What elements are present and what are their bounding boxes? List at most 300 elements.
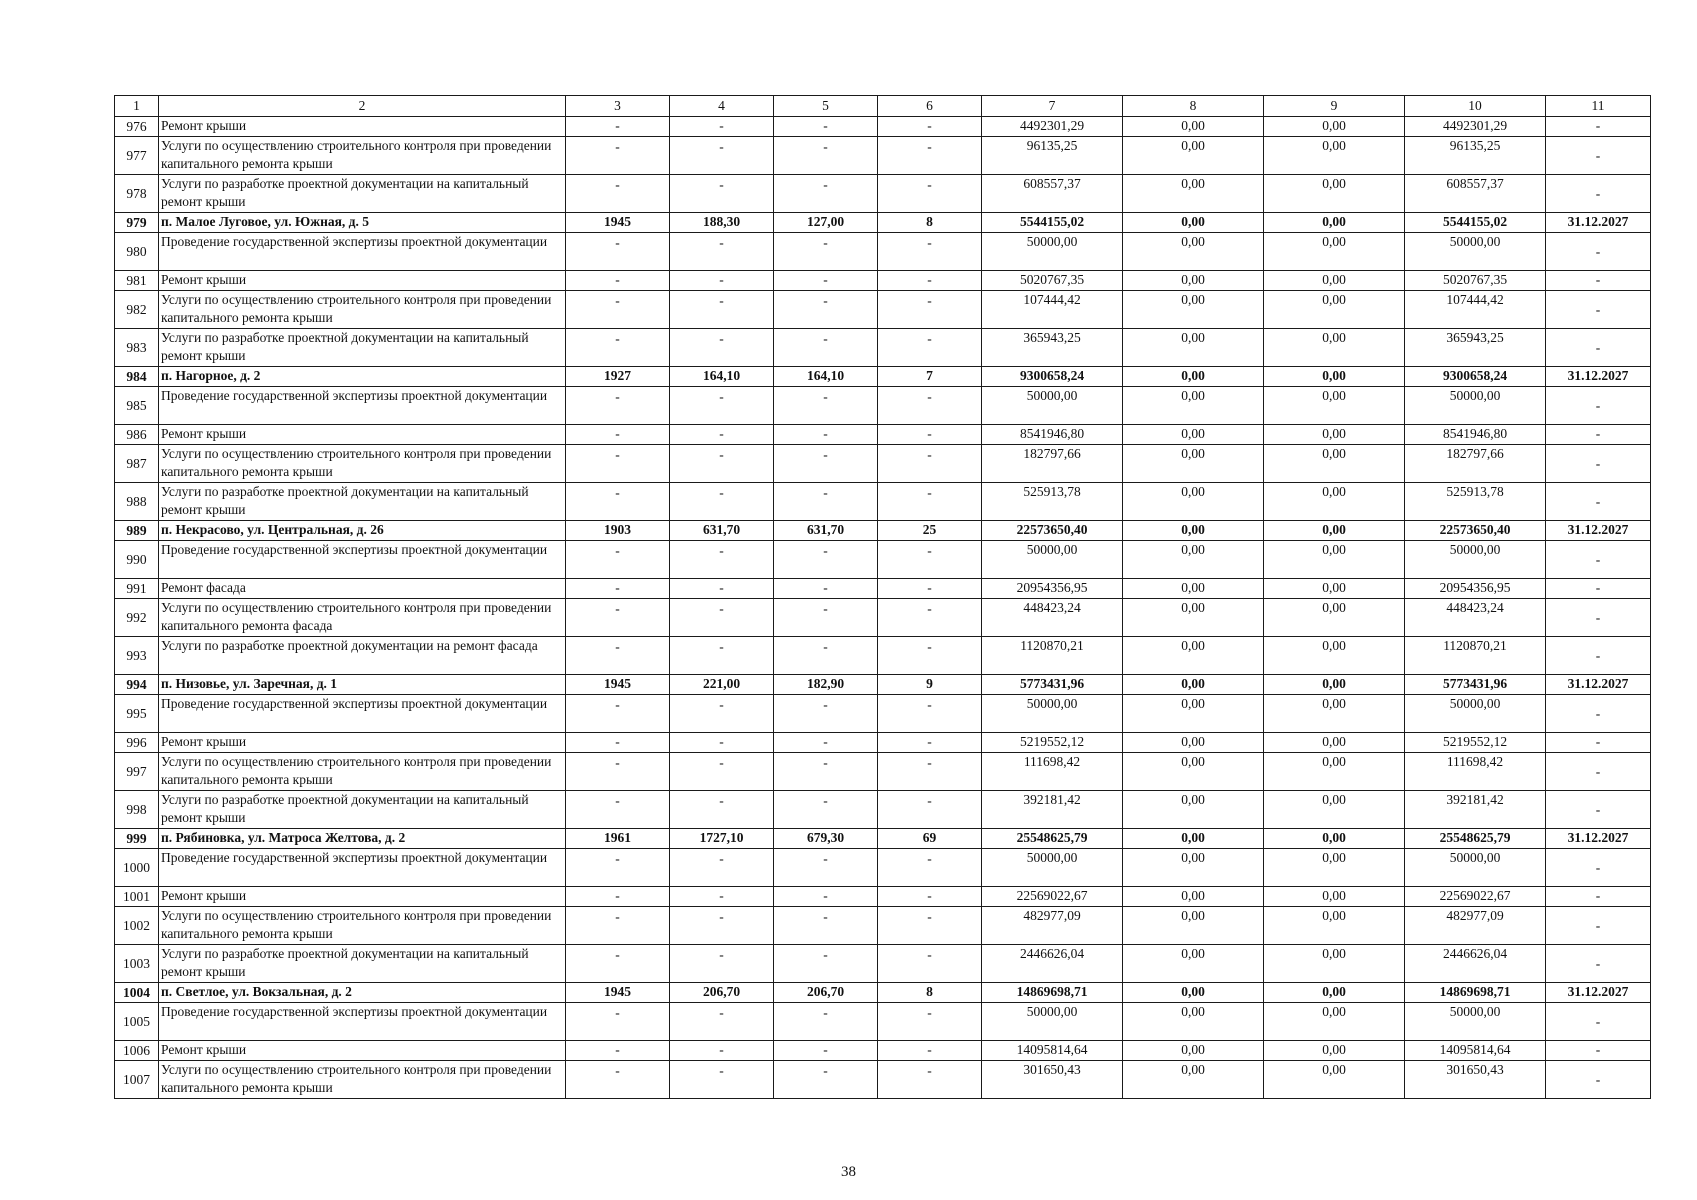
table-row (115, 1061, 1651, 1099)
item-name-cell: Услуги по осуществлению строительного контроля при проведении капитального ремонта крыши (159, 753, 566, 791)
value-cell-c7: 301650,43 (982, 1061, 1123, 1099)
value-cell-c11: 31.12.2027 (1546, 983, 1651, 1003)
value-cell-c10: 482977,09 (1405, 907, 1546, 945)
value-cell-c8: 0,00 (1123, 599, 1264, 637)
value-cell-c7: 182797,66 (982, 445, 1123, 483)
value-cell-c9: 0,00 (1264, 675, 1405, 695)
value-cell-c5: - (774, 753, 878, 791)
value-cell-c11: - (1546, 329, 1651, 367)
value-cell-c9: 0,00 (1264, 521, 1405, 541)
value-cell-c9: 0,00 (1264, 1061, 1405, 1099)
value-cell-c7: 50000,00 (982, 541, 1123, 579)
value-cell-c11: 31.12.2027 (1546, 675, 1651, 695)
value-cell-c5: - (774, 233, 878, 271)
value-cell-c11: - (1546, 637, 1651, 675)
value-cell-c10: 22569022,67 (1405, 887, 1546, 907)
value-cell-c11: - (1546, 791, 1651, 829)
value-cell-c9: 0,00 (1264, 233, 1405, 271)
value-cell-c10: 5773431,96 (1405, 675, 1546, 695)
value-cell-c8: 0,00 (1123, 233, 1264, 271)
value-cell-c3: - (566, 233, 670, 271)
value-cell-c6: 7 (878, 367, 982, 387)
row-number-cell: 999 (115, 829, 159, 849)
value-cell-c4: - (670, 1003, 774, 1041)
table-row (115, 541, 1651, 579)
value-cell-c10: 50000,00 (1405, 233, 1546, 271)
value-cell-c6: 8 (878, 983, 982, 1003)
value-cell-c4: - (670, 791, 774, 829)
row-number-cell: 977 (115, 137, 159, 175)
value-cell-c4: - (670, 945, 774, 983)
value-cell-c7: 14095814,64 (982, 1041, 1123, 1061)
value-cell-c9: 0,00 (1264, 1003, 1405, 1041)
value-cell-c3: 1945 (566, 213, 670, 233)
value-cell-c10: 2446626,04 (1405, 945, 1546, 983)
value-cell-c3: 1927 (566, 367, 670, 387)
value-cell-c9: 0,00 (1264, 291, 1405, 329)
value-cell-c4: - (670, 599, 774, 637)
item-name-cell: Ремонт крыши (159, 733, 566, 753)
table-row (115, 291, 1651, 329)
value-cell-c9: 0,00 (1264, 367, 1405, 387)
value-cell-c4: - (670, 637, 774, 675)
item-name-cell: п. Светлое, ул. Вокзальная, д. 2 (159, 983, 566, 1003)
value-cell-c11: - (1546, 425, 1651, 445)
row-number-cell: 1007 (115, 1061, 159, 1099)
table-row (115, 483, 1651, 521)
value-cell-c7: 50000,00 (982, 849, 1123, 887)
value-cell-c4: 206,70 (670, 983, 774, 1003)
item-name-cell: Ремонт крыши (159, 271, 566, 291)
value-cell-c4: 221,00 (670, 675, 774, 695)
table-row (115, 387, 1651, 425)
value-cell-c9: 0,00 (1264, 983, 1405, 1003)
item-name-cell: п. Низовье, ул. Заречная, д. 1 (159, 675, 566, 695)
value-cell-c5: - (774, 137, 878, 175)
column-number: 9 (1264, 96, 1405, 117)
item-name-cell: Услуги по осуществлению строительного контроля при проведении капитального ремонта крыши (159, 291, 566, 329)
value-cell-c10: 1120870,21 (1405, 637, 1546, 675)
value-cell-c9: 0,00 (1264, 175, 1405, 213)
value-cell-c4: - (670, 887, 774, 907)
row-number-cell: 994 (115, 675, 159, 695)
item-name-cell: Проведение государственной экспертизы проектной документации (159, 695, 566, 733)
value-cell-c7: 96135,25 (982, 137, 1123, 175)
item-name-cell: Услуги по осуществлению строительного контроля при проведении капитального ремонта крыши (159, 907, 566, 945)
value-cell-c8: 0,00 (1123, 695, 1264, 733)
row-number-cell: 989 (115, 521, 159, 541)
value-cell-c10: 8541946,80 (1405, 425, 1546, 445)
value-cell-c7: 50000,00 (982, 233, 1123, 271)
value-cell-c5: - (774, 907, 878, 945)
value-cell-c9: 0,00 (1264, 483, 1405, 521)
value-cell-c6: - (878, 887, 982, 907)
value-cell-c8: 0,00 (1123, 637, 1264, 675)
row-number-cell: 1005 (115, 1003, 159, 1041)
value-cell-c10: 111698,42 (1405, 753, 1546, 791)
value-cell-c7: 8541946,80 (982, 425, 1123, 445)
value-cell-c3: - (566, 887, 670, 907)
row-number-cell: 988 (115, 483, 159, 521)
value-cell-c10: 50000,00 (1405, 1003, 1546, 1041)
value-cell-c8: 0,00 (1123, 291, 1264, 329)
item-name-cell: Услуги по разработке проектной документации на капитальный ремонт крыши (159, 175, 566, 213)
value-cell-c11: 31.12.2027 (1546, 521, 1651, 541)
value-cell-c9: 0,00 (1264, 907, 1405, 945)
value-cell-c8: 0,00 (1123, 887, 1264, 907)
item-name-cell: Ремонт крыши (159, 117, 566, 137)
value-cell-c5: - (774, 175, 878, 213)
value-cell-c3: - (566, 599, 670, 637)
value-cell-c11: - (1546, 175, 1651, 213)
row-number-cell: 1000 (115, 849, 159, 887)
value-cell-c4: - (670, 579, 774, 599)
value-cell-c10: 392181,42 (1405, 791, 1546, 829)
value-cell-c4: - (670, 175, 774, 213)
value-cell-c3: - (566, 271, 670, 291)
value-cell-c7: 9300658,24 (982, 367, 1123, 387)
value-cell-c6: - (878, 791, 982, 829)
value-cell-c11: - (1546, 483, 1651, 521)
value-cell-c4: - (670, 1041, 774, 1061)
value-cell-c7: 525913,78 (982, 483, 1123, 521)
value-cell-c8: 0,00 (1123, 175, 1264, 213)
value-cell-c4: - (670, 425, 774, 445)
value-cell-c5: - (774, 849, 878, 887)
table-row-address (115, 213, 1651, 233)
value-cell-c9: 0,00 (1264, 637, 1405, 675)
value-cell-c4: - (670, 387, 774, 425)
row-number-cell: 983 (115, 329, 159, 367)
value-cell-c10: 448423,24 (1405, 599, 1546, 637)
page-number: 38 (841, 1164, 856, 1180)
row-number-cell: 1006 (115, 1041, 159, 1061)
value-cell-c10: 5544155,02 (1405, 213, 1546, 233)
item-name-cell: Проведение государственной экспертизы проектной документации (159, 233, 566, 271)
row-number-cell: 1002 (115, 907, 159, 945)
value-cell-c8: 0,00 (1123, 733, 1264, 753)
value-cell-c5: - (774, 425, 878, 445)
value-cell-c7: 4492301,29 (982, 117, 1123, 137)
value-cell-c10: 5020767,35 (1405, 271, 1546, 291)
value-cell-c7: 50000,00 (982, 387, 1123, 425)
value-cell-c6: - (878, 291, 982, 329)
value-cell-c6: 8 (878, 213, 982, 233)
value-cell-c5: 127,00 (774, 213, 878, 233)
table-row (115, 599, 1651, 637)
value-cell-c5: - (774, 791, 878, 829)
value-cell-c5: 206,70 (774, 983, 878, 1003)
value-cell-c8: 0,00 (1123, 213, 1264, 233)
item-name-cell: Услуги по осуществлению строительного контроля при проведении капитального ремонта крыши (159, 1061, 566, 1099)
value-cell-c5: - (774, 637, 878, 675)
value-cell-c8: 0,00 (1123, 1003, 1264, 1041)
value-cell-c8: 0,00 (1123, 271, 1264, 291)
value-cell-c8: 0,00 (1123, 445, 1264, 483)
value-cell-c9: 0,00 (1264, 1041, 1405, 1061)
value-cell-c6: - (878, 1041, 982, 1061)
value-cell-c11: - (1546, 445, 1651, 483)
value-cell-c3: - (566, 849, 670, 887)
value-cell-c6: 9 (878, 675, 982, 695)
value-cell-c7: 5219552,12 (982, 733, 1123, 753)
value-cell-c9: 0,00 (1264, 387, 1405, 425)
value-cell-c11: - (1546, 541, 1651, 579)
item-name-cell: п. Рябиновка, ул. Матроса Желтова, д. 2 (159, 829, 566, 849)
value-cell-c5: - (774, 271, 878, 291)
value-cell-c6: - (878, 233, 982, 271)
value-cell-c4: - (670, 541, 774, 579)
value-cell-c8: 0,00 (1123, 945, 1264, 983)
value-cell-c9: 0,00 (1264, 213, 1405, 233)
value-cell-c9: 0,00 (1264, 117, 1405, 137)
row-number-cell: 990 (115, 541, 159, 579)
value-cell-c11: - (1546, 753, 1651, 791)
value-cell-c6: - (878, 579, 982, 599)
value-cell-c3: - (566, 579, 670, 599)
value-cell-c11: - (1546, 695, 1651, 733)
table-row-address (115, 521, 1651, 541)
value-cell-c8: 0,00 (1123, 483, 1264, 521)
table-row (115, 1041, 1651, 1061)
value-cell-c8: 0,00 (1123, 425, 1264, 445)
value-cell-c6: - (878, 271, 982, 291)
value-cell-c7: 392181,42 (982, 791, 1123, 829)
item-name-cell: Ремонт фасада (159, 579, 566, 599)
value-cell-c11: - (1546, 291, 1651, 329)
value-cell-c10: 25548625,79 (1405, 829, 1546, 849)
value-cell-c10: 20954356,95 (1405, 579, 1546, 599)
table-row (115, 1003, 1651, 1041)
value-cell-c5: - (774, 1041, 878, 1061)
value-cell-c8: 0,00 (1123, 329, 1264, 367)
column-number: 5 (774, 96, 878, 117)
item-name-cell: Проведение государственной экспертизы проектной документации (159, 387, 566, 425)
value-cell-c5: 679,30 (774, 829, 878, 849)
value-cell-c7: 22569022,67 (982, 887, 1123, 907)
row-number-cell: 996 (115, 733, 159, 753)
value-cell-c9: 0,00 (1264, 579, 1405, 599)
value-cell-c3: - (566, 387, 670, 425)
value-cell-c3: - (566, 1061, 670, 1099)
value-cell-c9: 0,00 (1264, 695, 1405, 733)
item-name-cell: п. Нагорное, д. 2 (159, 367, 566, 387)
column-number: 10 (1405, 96, 1546, 117)
value-cell-c6: - (878, 1003, 982, 1041)
value-cell-c5: - (774, 117, 878, 137)
table-row (115, 695, 1651, 733)
row-number-cell: 998 (115, 791, 159, 829)
value-cell-c3: - (566, 329, 670, 367)
item-name-cell: Услуги по осуществлению строительного контроля при проведении капитального ремонта крыши (159, 137, 566, 175)
value-cell-c7: 2446626,04 (982, 945, 1123, 983)
value-cell-c5: - (774, 445, 878, 483)
value-cell-c3: - (566, 791, 670, 829)
value-cell-c9: 0,00 (1264, 849, 1405, 887)
table-row (115, 117, 1651, 137)
value-cell-c6: 25 (878, 521, 982, 541)
value-cell-c8: 0,00 (1123, 829, 1264, 849)
column-number: 3 (566, 96, 670, 117)
value-cell-c3: 1945 (566, 983, 670, 1003)
row-number-cell: 982 (115, 291, 159, 329)
item-name-cell: Проведение государственной экспертизы проектной документации (159, 849, 566, 887)
value-cell-c10: 9300658,24 (1405, 367, 1546, 387)
column-number: 8 (1123, 96, 1264, 117)
value-cell-c7: 107444,42 (982, 291, 1123, 329)
value-cell-c4: - (670, 329, 774, 367)
value-cell-c5: 164,10 (774, 367, 878, 387)
value-cell-c9: 0,00 (1264, 829, 1405, 849)
value-cell-c8: 0,00 (1123, 541, 1264, 579)
value-cell-c8: 0,00 (1123, 367, 1264, 387)
value-cell-c9: 0,00 (1264, 791, 1405, 829)
value-cell-c5: - (774, 483, 878, 521)
value-cell-c8: 0,00 (1123, 983, 1264, 1003)
value-cell-c3: - (566, 175, 670, 213)
item-name-cell: Услуги по разработке проектной документации на капитальный ремонт крыши (159, 329, 566, 367)
value-cell-c9: 0,00 (1264, 599, 1405, 637)
column-number-row (115, 96, 1651, 117)
row-number-cell: 976 (115, 117, 159, 137)
value-cell-c6: - (878, 541, 982, 579)
value-cell-c5: - (774, 1003, 878, 1041)
value-cell-c9: 0,00 (1264, 271, 1405, 291)
value-cell-c8: 0,00 (1123, 117, 1264, 137)
item-name-cell: Ремонт крыши (159, 425, 566, 445)
column-number: 7 (982, 96, 1123, 117)
value-cell-c3: - (566, 733, 670, 753)
value-cell-c11: 31.12.2027 (1546, 829, 1651, 849)
value-cell-c8: 0,00 (1123, 849, 1264, 887)
value-cell-c9: 0,00 (1264, 541, 1405, 579)
value-cell-c10: 50000,00 (1405, 387, 1546, 425)
value-cell-c4: - (670, 137, 774, 175)
value-cell-c11: 31.12.2027 (1546, 367, 1651, 387)
value-cell-c7: 1120870,21 (982, 637, 1123, 675)
value-cell-c4: 1727,10 (670, 829, 774, 849)
value-cell-c10: 4492301,29 (1405, 117, 1546, 137)
value-cell-c11: - (1546, 117, 1651, 137)
value-cell-c5: - (774, 387, 878, 425)
value-cell-c4: - (670, 907, 774, 945)
value-cell-c3: - (566, 1041, 670, 1061)
value-cell-c5: - (774, 599, 878, 637)
value-cell-c4: - (670, 695, 774, 733)
value-cell-c6: - (878, 445, 982, 483)
value-cell-c7: 50000,00 (982, 695, 1123, 733)
value-cell-c6: - (878, 1061, 982, 1099)
item-name-cell: Проведение государственной экспертизы проектной документации (159, 541, 566, 579)
value-cell-c7: 482977,09 (982, 907, 1123, 945)
row-number-cell: 995 (115, 695, 159, 733)
table-row (115, 445, 1651, 483)
value-cell-c7: 111698,42 (982, 753, 1123, 791)
value-cell-c4: - (670, 849, 774, 887)
item-name-cell: Проведение государственной экспертизы проектной документации (159, 1003, 566, 1041)
value-cell-c9: 0,00 (1264, 445, 1405, 483)
value-cell-c10: 50000,00 (1405, 849, 1546, 887)
value-cell-c3: - (566, 291, 670, 329)
value-cell-c8: 0,00 (1123, 907, 1264, 945)
value-cell-c8: 0,00 (1123, 579, 1264, 599)
value-cell-c4: - (670, 291, 774, 329)
row-number-cell: 980 (115, 233, 159, 271)
table-row (115, 233, 1651, 271)
row-number-cell: 986 (115, 425, 159, 445)
value-cell-c6: - (878, 945, 982, 983)
row-number-cell: 984 (115, 367, 159, 387)
value-cell-c11: - (1546, 1003, 1651, 1041)
value-cell-c5: - (774, 329, 878, 367)
value-cell-c10: 5219552,12 (1405, 733, 1546, 753)
value-cell-c6: - (878, 695, 982, 733)
table-row (115, 945, 1651, 983)
table-row (115, 137, 1651, 175)
row-number-cell: 993 (115, 637, 159, 675)
value-cell-c9: 0,00 (1264, 733, 1405, 753)
value-cell-c11: - (1546, 137, 1651, 175)
value-cell-c4: - (670, 271, 774, 291)
table-row-address (115, 675, 1651, 695)
value-cell-c10: 525913,78 (1405, 483, 1546, 521)
value-cell-c5: - (774, 1061, 878, 1099)
value-cell-c11: - (1546, 1061, 1651, 1099)
value-cell-c9: 0,00 (1264, 137, 1405, 175)
item-name-cell: Услуги по разработке проектной документации на капитальный ремонт крыши (159, 945, 566, 983)
value-cell-c11: - (1546, 887, 1651, 907)
value-cell-c5: 631,70 (774, 521, 878, 541)
value-cell-c10: 50000,00 (1405, 695, 1546, 733)
value-cell-c5: - (774, 733, 878, 753)
value-cell-c7: 365943,25 (982, 329, 1123, 367)
row-number-cell: 978 (115, 175, 159, 213)
table-row-address (115, 983, 1651, 1003)
value-cell-c6: - (878, 733, 982, 753)
row-number-cell: 991 (115, 579, 159, 599)
value-cell-c4: 631,70 (670, 521, 774, 541)
estimate-table (114, 95, 1651, 1099)
value-cell-c11: - (1546, 233, 1651, 271)
value-cell-c9: 0,00 (1264, 753, 1405, 791)
item-name-cell: Услуги по разработке проектной документации на капитальный ремонт крыши (159, 791, 566, 829)
value-cell-c3: 1961 (566, 829, 670, 849)
value-cell-c5: - (774, 887, 878, 907)
value-cell-c5: - (774, 579, 878, 599)
value-cell-c8: 0,00 (1123, 137, 1264, 175)
value-cell-c3: 1903 (566, 521, 670, 541)
value-cell-c6: - (878, 483, 982, 521)
value-cell-c6: - (878, 175, 982, 213)
row-number-cell: 985 (115, 387, 159, 425)
value-cell-c10: 608557,37 (1405, 175, 1546, 213)
value-cell-c4: 188,30 (670, 213, 774, 233)
table-row (115, 637, 1651, 675)
value-cell-c3: - (566, 637, 670, 675)
value-cell-c7: 20954356,95 (982, 579, 1123, 599)
table-row-address (115, 367, 1651, 387)
value-cell-c4: - (670, 117, 774, 137)
value-cell-c11: - (1546, 1041, 1651, 1061)
value-cell-c7: 608557,37 (982, 175, 1123, 213)
column-number: 2 (159, 96, 566, 117)
item-name-cell: Услуги по осуществлению строительного контроля при проведении капитального ремонта фасада (159, 599, 566, 637)
value-cell-c6: - (878, 117, 982, 137)
item-name-cell: п. Малое Луговое, ул. Южная, д. 5 (159, 213, 566, 233)
value-cell-c3: - (566, 907, 670, 945)
table-row (115, 329, 1651, 367)
value-cell-c6: - (878, 599, 982, 637)
